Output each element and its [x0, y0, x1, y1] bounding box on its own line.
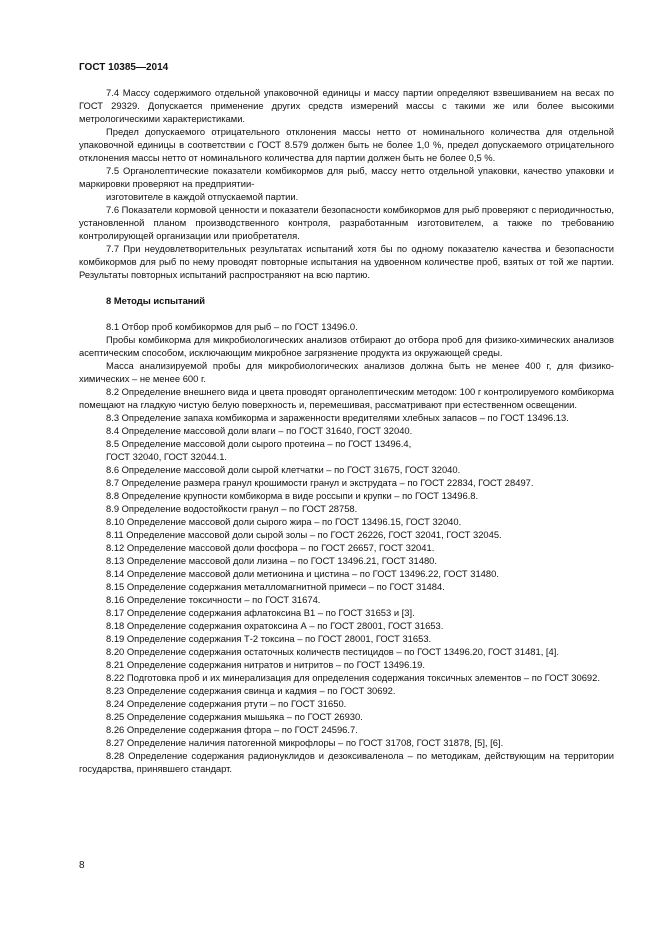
paragraph-7-4-deviation: Предел допускаемого отрицательного отклонения массы нетто от номинального количества для отдельной упаковочной единицы в соответствии с ГОСТ 8.579 должен быть не более 1,0 %, предел допускаемого отрицательного отклонения массы нетто от номинального количества для партии должен быть не более 0,5 %. [79, 126, 614, 163]
paragraph-8-27: 8.27 Определение наличия патогенной микрофлоры – по ГОСТ 31708, ГОСТ 31878, [5], [6]. [106, 737, 504, 748]
paragraph-8-3: 8.3 Определение запаха комбикорма и зараженности вредителями хлебных запасов – по ГОСТ 13496.13. [106, 412, 569, 423]
paragraph-8-22: 8.22 Подготовка проб и их минерализация для определения содержания токсичных элементов – по ГОСТ 30692. [106, 672, 600, 683]
paragraph-8-24: 8.24 Определение содержания ртути – по ГОСТ 31650. [106, 698, 347, 709]
paragraph-7-7: 7.7 При неудовлетворительных результатах испытаний хотя бы по одному показателю качества и безопасности комбикормов для рыб по нему проводят повторные испытания на удвоенном количестве проб, взятых от той же партии. Результаты повторных испытаний распространяют на всю партию. [79, 243, 614, 280]
document-body [79, 86, 614, 775]
paragraph-8-12: 8.12 Определение массовой доли фосфора – по ГОСТ 26657, ГОСТ 32041. [106, 542, 435, 553]
paragraph-8-7: 8.7 Определение размера гранул крошимости гранул и экструдата – по ГОСТ 22834, ГОСТ 28497. [106, 477, 534, 488]
paragraph-8-26: 8.26 Определение содержания фтора – по ГОСТ 24596.7. [106, 724, 358, 735]
paragraph-8-11: 8.11 Определение массовой доли сырой золы – по ГОСТ 26226, ГОСТ 32041, ГОСТ 32045. [106, 529, 502, 540]
paragraph-8-10: 8.10 Определение массовой доли сырого жира – по ГОСТ 13496.15, ГОСТ 32040. [106, 516, 462, 527]
paragraph-8-14: 8.14 Определение массовой доли метионина и цистина – по ГОСТ 13496.22, ГОСТ 31480. [106, 568, 499, 579]
paragraph-8-2: 8.2 Определение внешнего вида и цвета проводят органолептическим методом: 100 г контролируемого комбикорма помещают на гладкую чистую белую поверхность и, перемешивая, рассматривают при естественном освещении. [79, 386, 614, 410]
page-header: ГОСТ 10385—2014 [79, 62, 169, 73]
section-title: 8 Методы испытаний [106, 295, 205, 306]
paragraph-8-1-mass: Масса анализируемой пробы для микробиологических анализов должна быть не менее 400 г, для физико-химических – не менее 600 г. [79, 360, 614, 384]
paragraph-8-20: 8.20 Определение содержания остаточных количеств пестицидов – по ГОСТ 13496.20, ГОСТ 31481, [4]. [106, 646, 559, 657]
paragraph-8-21: 8.21 Определение содержания нитратов и нитритов – по ГОСТ 13496.19. [106, 659, 425, 670]
paragraph-8-23: 8.23 Определение содержания свинца и кадмия – по ГОСТ 30692. [106, 685, 396, 696]
paragraph-8-15: 8.15 Определение содержания металломагнитной примеси – по ГОСТ 31484. [106, 581, 445, 592]
paragraph-7-6: 7.6 Показатели кормовой ценности и показатели безопасности комбикормов для рыб проверяют с периодичностью, установленной планом производственного контроля, разработанным изготовителем, а также по требованию контролирующей организации или приобретателя. [79, 204, 614, 241]
paragraph-8-17: 8.17 Определение содержания афлатоксина В1 – по ГОСТ 31653 и [3]. [106, 607, 415, 618]
paragraph-8-25: 8.25 Определение содержания мышьяка – по ГОСТ 26930. [106, 711, 363, 722]
paragraph-8-5: 8.5 Определение массовой доли сырого протеина – по ГОСТ 13496.4, [106, 438, 412, 449]
paragraph-8-5-cont: ГОСТ 32040, ГОСТ 32044.1. [106, 451, 228, 462]
paragraph-7-5-cont: изготовителе в каждой отпускаемой партии. [106, 191, 299, 202]
paragraph-8-19: 8.19 Определение содержания Т-2 токсина – по ГОСТ 28001, ГОСТ 31653. [106, 633, 432, 644]
paragraph-8-18: 8.18 Определение содержания охратоксина А – по ГОСТ 28001, ГОСТ 31653. [106, 620, 444, 631]
paragraph-8-28: 8.28 Определение содержания радионуклидов и дезоксиваленола – по методикам, действующим на территории государства, принявшего стандарт. [79, 750, 614, 774]
paragraph-7-4: 7.4 Массу содержимого отдельной упаковочной единицы и массу партии определяют взвешиванием на весах по ГОСТ 29329. Допускается применение других средств измерений массы с такими же или более высокими метрологическими характеристиками. [79, 87, 614, 124]
paragraph-8-13: 8.13 Определение массовой доли лизина – по ГОСТ 13496.21, ГОСТ 31480. [106, 555, 438, 566]
paragraph-8-1: 8.1 Отбор проб комбикормов для рыб – по ГОСТ 13496.0. [106, 321, 358, 332]
paragraph-7-5: 7.5 Органолептические показатели комбикормов для рыб, массу нетто отдельной упаковки, качество упаковки и маркировки проверяют на предприятии- [79, 165, 614, 189]
paragraph-8-16: 8.16 Определение токсичности – по ГОСТ 31674. [106, 594, 321, 605]
paragraph-8-1-samples: Пробы комбикорма для микробиологических анализов отбирают до отбора проб для физико-химических анализов асептическим способом, исключающим микробное загрязнение продукта из окружающей среды. [79, 334, 614, 358]
paragraph-8-6: 8.6 Определение массовой доли сырой клетчатки – по ГОСТ 31675, ГОСТ 32040. [106, 464, 461, 475]
paragraph-8-8: 8.8 Определение крупности комбикорма в виде россыпи и крупки – по ГОСТ 13496.8. [106, 490, 479, 501]
paragraph-8-9: 8.9 Определение водостойкости гранул – по ГОСТ 28758. [106, 503, 358, 514]
page-number: 8 [79, 860, 85, 871]
paragraph-8-4: 8.4 Определение массовой доли влаги – по ГОСТ 31640, ГОСТ 32040. [106, 425, 413, 436]
